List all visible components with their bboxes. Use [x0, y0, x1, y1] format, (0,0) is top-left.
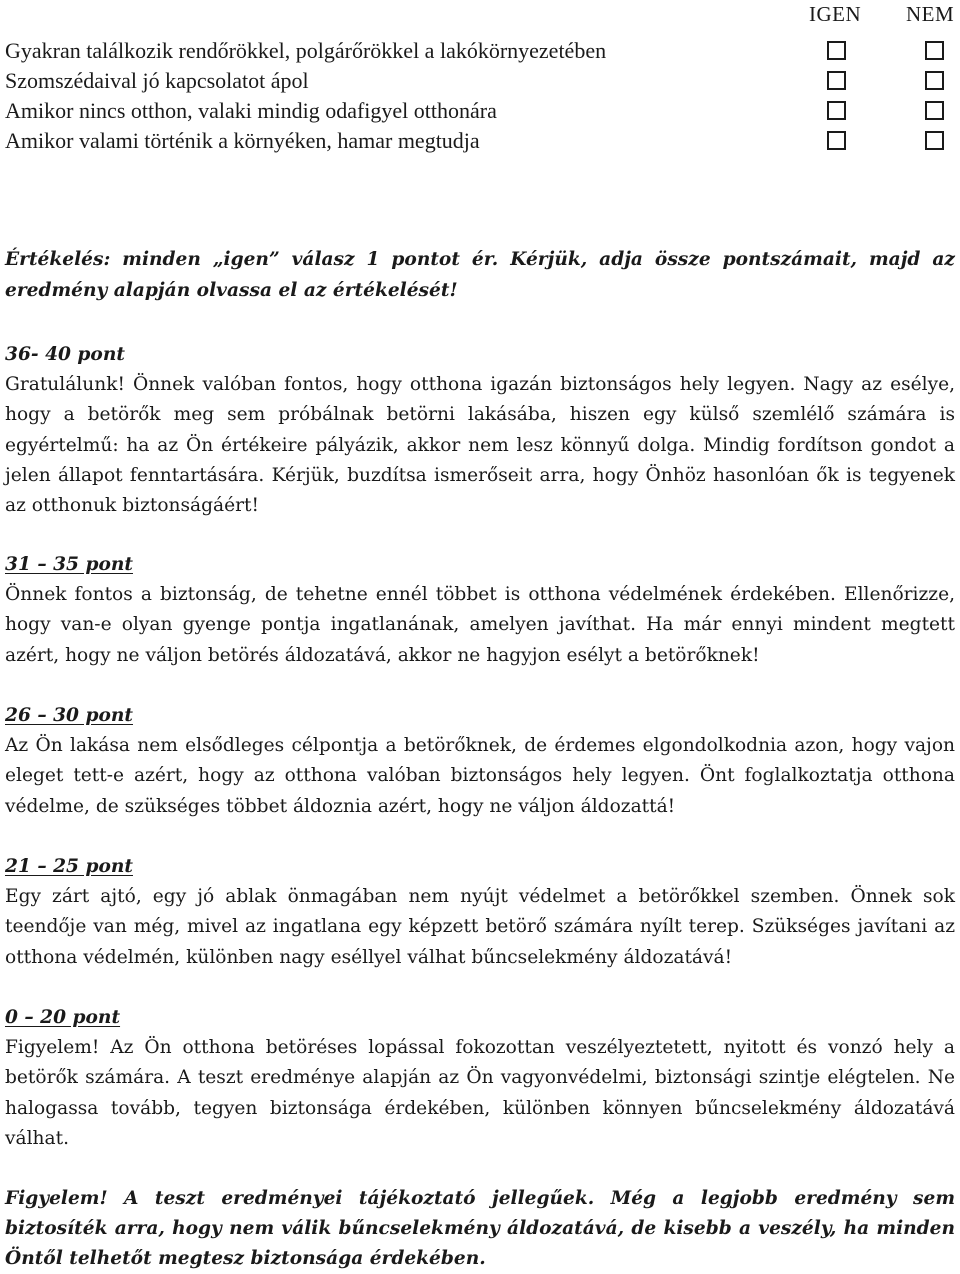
disclaimer-block: [5, 1184, 955, 1274]
evaluation-instructions: [5, 244, 955, 306]
result-description: Gratulálunk! Önnek valóban fontos, hogy otthona igazán biztonságos hely legyen. Nagy az esélye, hogy a betörők meg sem próbálnak betörni lakásába, hiszen egy külső szemlélő számára is egyértelmű: ha az Ön értékeire pályázik, akkor nem lesz könnyű dolga. Mindig fordítson gondot a jelen állapot fenntartására. Kérjük, buzdítsa ismerőseit arra, hogy Önhöz hasonlóan ők is tegyenek az otthonuk biztonságáért!: [5, 374, 955, 517]
evaluation-text: Értékelés: minden „igen” válasz 1 pontot ér. Kérjük, adja össze pontszámait, majd az eredmény alapján olvassa el az értékelését!: [5, 249, 955, 301]
nem-checkbox[interactable]: [925, 101, 944, 120]
result-section-21-25: [5, 851, 955, 973]
nem-checkbox[interactable]: [925, 71, 944, 90]
result-description: Figyelem! Az Ön otthona betöréses lopással fokozottan veszélyeztetett, nyitott és vonzó hely a betörők számára. A teszt eredménye alapján az Ön vagyonvédelmi, biztonsági szintje elégtelen. Ne halogassa tovább, tegyen biztonsága érdekében, különben könnyen bűncselekmény áldozatává válhat.: [5, 1037, 955, 1149]
result-range-heading: 0 – 20 pont: [5, 1007, 121, 1028]
result-description: Önnek fontos a biztonság, de tehetne ennél többet is otthona védelmének érdekében. Ellenőrizze, hogy van-e olyan gyenge pontja ingatlanának, amelyen javíthat. Ha már ennyi mindent megtett azért, hogy ne váljon betörés áldozatává, akkor ne hagyjon esélyt a betörőknek!: [5, 584, 955, 666]
question-row: [5, 126, 955, 156]
result-description: Egy zárt ajtó, egy jó ablak önmagában nem nyújt védelmet a betörőkkel szemben. Önnek sok teendője van még, mivel az ingatlana egy képzett betörő számára nyílt terep. Szükséges javítani az otthona védelmén, különben nagy eséllyel válhat bűncselekmény áldozatává!: [5, 886, 955, 968]
igen-column-header: IGEN: [809, 2, 862, 26]
igen-checkbox[interactable]: [827, 101, 846, 120]
result-range-heading: 26 – 30 pont: [5, 705, 133, 726]
question-row: [5, 36, 955, 66]
result-range-heading: 31 – 35 pont: [5, 554, 133, 575]
result-range-heading: 21 – 25 pont: [5, 856, 133, 877]
result-range-heading: 36- 40 pont: [5, 344, 125, 365]
question-row: [5, 66, 955, 96]
nem-checkbox[interactable]: [925, 41, 944, 60]
disclaimer-text: Figyelem! A teszt eredményei tájékoztató jellegűek. Még a legjobb eredmény sem biztosíték arra, hogy nem válik bűncselekmény áldozatává, de kisebb a veszély, ha minden Öntől telhetőt megtesz biztonsága érdekében.: [5, 1188, 955, 1269]
question-text: Szomszédaival jó kapcsolatot ápol: [5, 68, 309, 93]
result-section-26-30: [5, 700, 955, 822]
question-text: Amikor nincs otthon, valaki mindig odafigyel otthonára: [5, 98, 497, 123]
result-section-31-35: [5, 549, 955, 671]
nem-checkbox[interactable]: [925, 131, 944, 150]
igen-checkbox[interactable]: [827, 41, 846, 60]
result-section-0-20: [5, 1002, 955, 1154]
question-text: Gyakran találkozik rendőrökkel, polgárőrökkel a lakókörnyezetében: [5, 38, 607, 63]
question-list: [5, 36, 955, 156]
igen-checkbox[interactable]: [827, 131, 846, 150]
question-text: Amikor valami történik a környéken, hamar megtudja: [5, 128, 480, 153]
result-description: Az Ön lakása nem elsődleges célpontja a betörőknek, de érdemes elgondolkodnia azon, hogy vajon eleget tett-e azért, hogy az otthona valóban biztonságos hely legyen. Önt foglalkoztatja otthona védelme, de szükséges többet áldoznia azért, hogy ne váljon áldozattá!: [5, 735, 955, 817]
nem-column-header: NEM: [906, 2, 955, 26]
question-row: [5, 96, 955, 126]
igen-checkbox[interactable]: [827, 71, 846, 90]
result-section-36-40: [5, 339, 955, 521]
